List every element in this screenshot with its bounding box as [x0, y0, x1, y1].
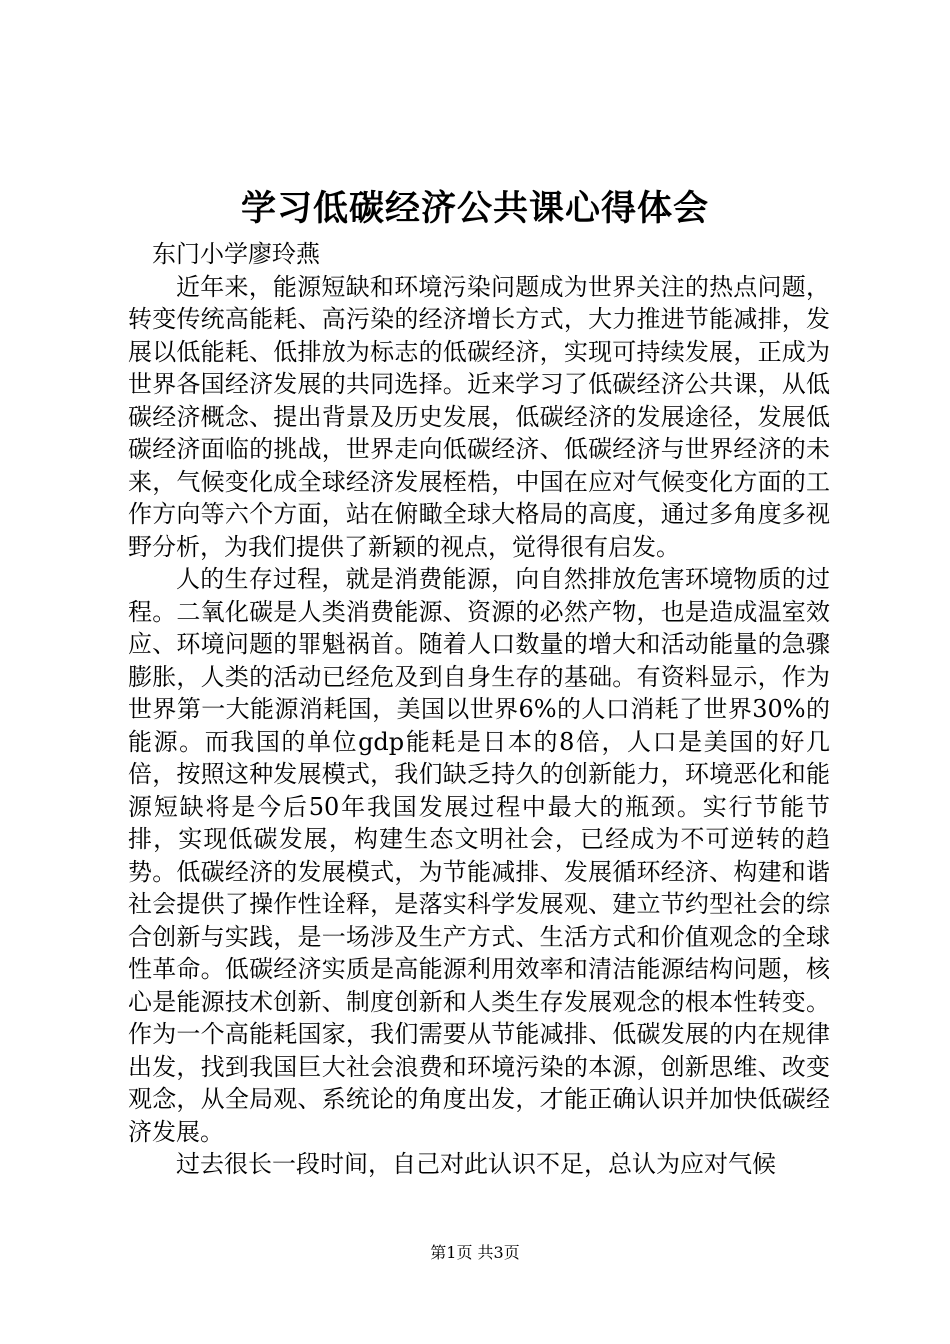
paragraph-2: 人的生存过程，就是消费能源，向自然排放危害环境物质的过程。二氧化碳是人类消费能源、资源的必然产物，也是造成温室效应、环境问题的罪魁祸首。随着人口数量的增大和活动能量的急骤膨胀，人类的活动已经危及到自身生存的基础。有资料显示，作为世界第一大能源消耗国，美国以世界6%的人口消耗了世界30%的能源。而我国的单位gdp能耗是日本的8倍，人口是美国的好几倍，按照这种发展模式，我们缺乏持久的创新能力，环境恶化和能源短缺将是今后50年我国发展过程中最大的瓶颈。实行节能节排，实现低碳发展，构建生态文明社会，已经成为不可逆转的趋势。低碳经济的发展模式，为节能减排、发展循环经济、构建和谐社会提供了操作性诠释，是落实科学发展观、建立节约型社会的综合创新与实践，是一场涉及生产方式、生活方式和价值观念的全球性革命。低碳经济实质是高能源利用效率和清洁能源结构问题，核心是能源技术创新、制度创新和人类生存发展观念的根本性转变。作为一个高能耗国家，我们需要从节能减排、低碳发展的内在规律出发，找到我国巨大社会浪费和环境污染的本源，创新思维、改变观念，从全局观、系统论的角度出发，才能正确认识并加快低碳经济发展。 [128, 565, 830, 1146]
document-title: 学习低碳经济公共课心得体会 [240, 188, 709, 229]
page-footer: 第1页 共3页 [430, 1243, 520, 1262]
author-line: 东门小学廖玲燕 [152, 240, 320, 268]
paragraph-1: 近年来，能源短缺和环境污染问题成为世界关注的热点问题，转变传统高能耗、高污染的经济增长方式，大力推进节能减排，发展以低能耗、低排放为标志的低碳经济，实现可持续发展，正成为世界各国经济发展的共同选择。近来学习了低碳经济公共课，从低碳经济概念、提出背景及历史发展，低碳经济的发展途径，发展低碳经济面临的挑战，世界走向低碳经济、低碳经济与世界经济的未来，气候变化成全球经济发展桎梏，中国在应对气候变化方面的工作方向等六个方面，站在俯瞰全球大格局的高度，通过多角度多视野分析，为我们提供了新颖的视点，觉得很有启发。 [128, 272, 830, 561]
paragraph-3: 过去很长一段时间，自己对此认识不足，总认为应对气候 [176, 1150, 776, 1178]
document-body [128, 238, 830, 1181]
